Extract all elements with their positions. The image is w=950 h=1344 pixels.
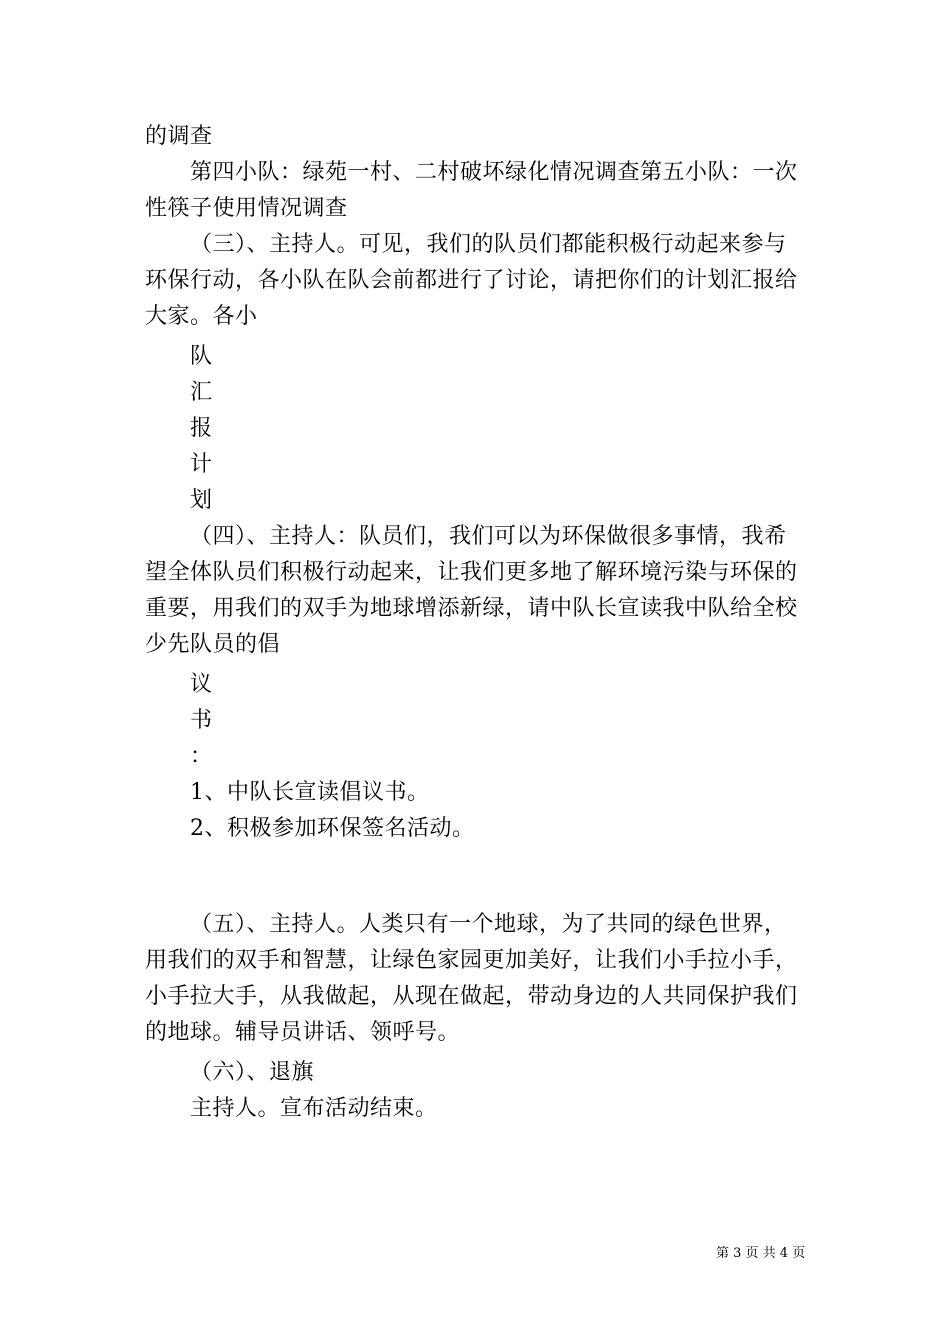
text-line: 环保行动，各小队在队会前都进行了讨论，请把你们的计划汇报给 [145, 268, 798, 293]
text-line: ： [190, 744, 213, 769]
text-line: 书 [190, 708, 213, 733]
text-line: 的调查 [145, 124, 213, 149]
text-line: 计 [190, 452, 213, 477]
text-line: 报 [190, 416, 213, 441]
text-line: 队 [190, 344, 213, 369]
text-line: 划 [190, 488, 213, 513]
text-line: 重要，用我们的双手为地球增添新绿，请中队长宣读我中队给全校 [145, 596, 798, 621]
text-line: （六）、退旗 [190, 1060, 315, 1085]
text-line: 议 [190, 672, 213, 697]
text-line: 用我们的双手和智慧，让绿色家园更加美好，让我们小手拉小手， [145, 948, 798, 973]
text-line: 2、积极参加环保签名活动。 [190, 816, 475, 841]
text-line: 第四小队：绿苑一村、二村破坏绿化情况调查第五小队：一次 [190, 160, 798, 185]
text-line: 少先队员的倡 [145, 632, 281, 657]
text-line: 小手拉大手，从我做起，从现在做起，带动身边的人共同保护我们 [145, 984, 798, 1009]
text-line: 汇 [190, 380, 213, 405]
text-line: 1、中队长宣读倡议书。 [190, 780, 430, 805]
text-line: （四）、主持人：队员们，我们可以为环保做很多事情，我希 [190, 524, 787, 549]
text-line: 的地球。辅导员讲话、领呼号。 [145, 1020, 461, 1045]
page-number-footer: 第 3 页 共 4 页 [716, 1246, 806, 1261]
text-line: 主持人。宣布活动结束。 [190, 1096, 438, 1121]
text-line: （五）、主持人。人类只有一个地球，为了共同的绿色世界， [190, 912, 787, 937]
text-line: 性筷子使用情况调查 [145, 196, 348, 221]
text-line: （三）、主持人。可见，我们的队员们都能积极行动起来参与 [190, 232, 787, 257]
text-line: 大家。各小 [145, 304, 258, 329]
text-line: 望全体队员们积极行动起来，让我们更多地了解环境污染与环保的 [145, 560, 798, 585]
